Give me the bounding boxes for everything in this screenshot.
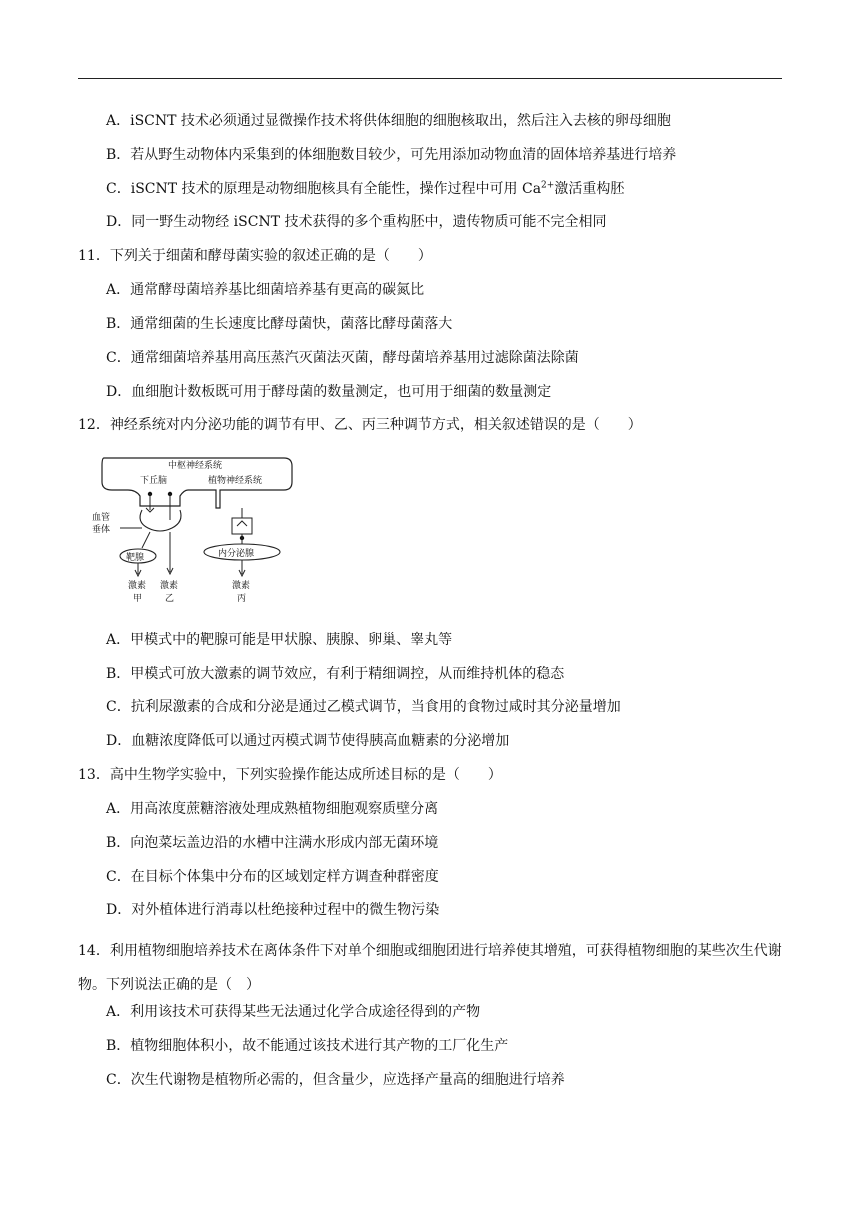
calcium-charge-superscript: 2+ <box>541 180 555 191</box>
cns-label: 中枢神经系统 <box>168 461 223 471</box>
hormone-yi-line1: 激素 <box>160 581 179 591</box>
q11-option-d: D．血细胞计数板既可用于酵母菌的数量测定，也可用于细菌的数量测定 <box>106 384 552 400</box>
q12-option-a: A．甲模式中的靶腺可能是甲状腺、胰腺、卵巢、睾丸等 <box>106 632 453 648</box>
pituitary-label: 垂体 <box>92 525 111 535</box>
q12-option-d: D．血糖浓度降低可以通过丙模式调节使得胰高血糖素的分泌增加 <box>106 733 510 749</box>
hormone-jia-line2: 甲 <box>133 594 143 604</box>
ans-label: 植物神经系统 <box>208 476 263 486</box>
q14-option-a: A．利用该技术可获得某些无法通过化学合成途径得到的产物 <box>106 1004 481 1020</box>
q13-option-c: C．在目标个体集中分布的区域划定样方调查种群密度 <box>106 869 439 885</box>
q13-stem: 13．高中生物学实验中，下列实验操作能达成所述目标的是（ ） <box>78 767 502 783</box>
q13-option-a: A．用高浓度蔗糖溶液处理成熟植物细胞观察质壁分离 <box>106 801 439 817</box>
q11-option-b: B．通常细菌的生长速度比酵母菌快，菌落比酵母菌落大 <box>106 316 453 332</box>
q13-option-d: D．对外植体进行消毒以杜绝接种过程中的微生物污染 <box>106 902 440 918</box>
q14-option-c: C．次生代谢物是植物所必需的，但含量少，应选择产量高的细胞进行培养 <box>106 1072 565 1088</box>
hormone-yi-line2: 乙 <box>165 594 175 604</box>
synapse-arrow <box>237 521 247 526</box>
q11-stem: 11．下列关于细菌和酵母菌实验的叙述正确的是（ ） <box>78 248 432 264</box>
q10-option-a: A．iSCNT 技术必须通过显微操作技术将供体细胞的细胞核取出，然后注入去核的卵母细胞 <box>106 113 671 129</box>
q12-option-c: C．抗利尿激素的合成和分泌是通过乙模式调节，当食用的食物过咸时其分泌量增加 <box>106 699 621 715</box>
q13-option-b: B．向泡菜坛盖边沿的水槽中注满水形成内部无菌环境 <box>106 835 439 851</box>
q11-option-c: C．通常细菌培养基用高压蒸汽灭菌法灭菌，酵母菌培养基用过滤除菌法除菌 <box>106 350 579 366</box>
pituitary-shape <box>140 510 181 531</box>
q12-stem: 12．神经系统对内分泌功能的调节有甲、乙、丙三种调节方式，相关叙述错误的是（ ） <box>78 417 642 433</box>
header-rule <box>78 78 782 79</box>
q10-option-d: D．同一野生动物经 iSCNT 技术获得的多个重构胚中，遗传物质可能不完全相同 <box>106 214 607 230</box>
hormone-bing-line1: 激素 <box>232 581 251 591</box>
q10-option-c <box>106 179 624 199</box>
q14-stem: 14．利用植物细胞培养技术在离体条件下对单个细胞或细胞团进行培养使其增殖，可获得植物细胞的某些次生代谢物。下列说法正确的是（ ） <box>78 943 782 993</box>
q11-option-a: A．通常酵母菌培养基比细菌培养基有更高的碳氮比 <box>106 282 425 298</box>
q10-option-c-text-end: 激活重构胚 <box>554 181 625 197</box>
target-gland-label: 靶腺 <box>126 553 145 563</box>
hypothalamus-label: 下丘脑 <box>140 476 168 486</box>
hormone-jia-line1: 激素 <box>128 581 147 591</box>
q12-option-b: B．甲模式可放大激素的调节效应，有利于精细调控，从而维持机体的稳态 <box>106 666 565 682</box>
q14-option-b: B．植物细胞体积小，故不能通过该技术进行其产物的工厂化生产 <box>106 1038 509 1054</box>
hormone-bing-line2: 丙 <box>237 594 247 604</box>
vessel-label: 血管 <box>92 513 111 523</box>
endocrine-gland-label: 内分泌腺 <box>218 549 255 559</box>
hidden-connector <box>218 508 242 518</box>
q10-option-b: B．若从野生动物体内采集到的体细胞数目较少，可先用添加动物血清的固体培养基进行培养 <box>106 147 677 163</box>
q10-option-c-text: C．iSCNT 技术的原理是动物细胞核具有全能性，操作过程中可用 Ca <box>106 181 542 197</box>
neuroendocrine-diagram <box>88 452 298 612</box>
arrow-to-target-gland <box>142 532 150 548</box>
